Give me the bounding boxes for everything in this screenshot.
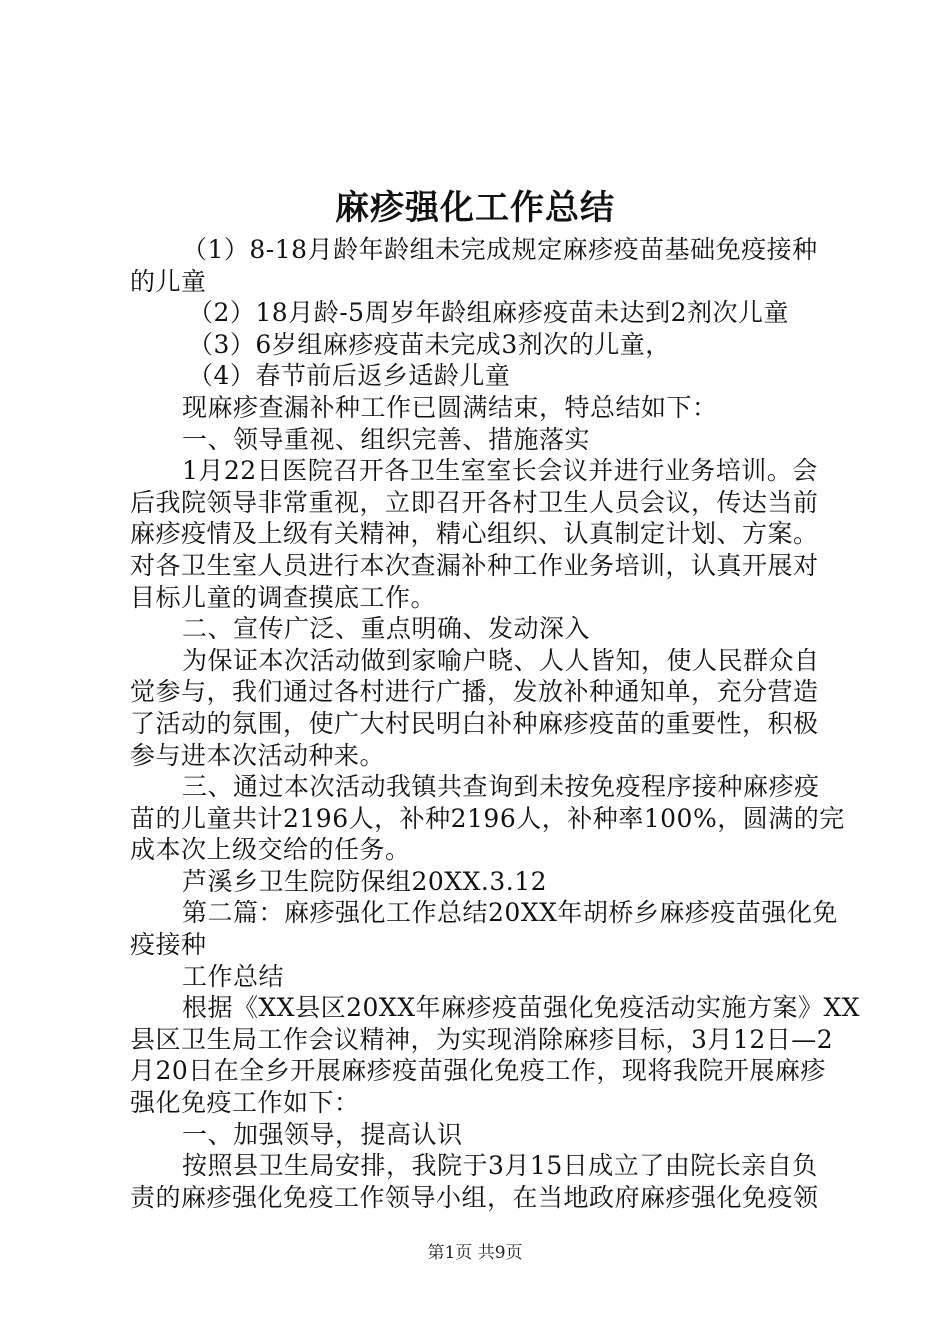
signature-line: 芦溪乡卫生院防保组20XX.3.12 (182, 866, 548, 896)
section-heading: 一、加强领导，提高认识 (182, 1119, 463, 1149)
paragraph-line: 责的麻疹强化免疫工作领导小组，在当地政府麻疹强化免疫领 (130, 1182, 819, 1212)
paragraph-line: 麻疹疫情及上级有关精神，精心组织、认真制定计划、方案。 (130, 519, 819, 549)
paragraph-line: 为保证本次活动做到家喻户晓、人人皆知，使人民群众自 (182, 645, 820, 675)
document-body (130, 234, 861, 1213)
paragraph-line: 目标儿童的调查摸底工作。 (130, 582, 437, 612)
paragraph-line: 强化免疫工作如下： (130, 1088, 360, 1118)
paragraph-line: 现麻疹查漏补种工作已圆满结束，特总结如下： (182, 392, 718, 422)
paragraph-line: （4）春节前后返乡适龄儿童 (188, 361, 511, 391)
section-heading: 二、宣传广泛、重点明确、发动深入 (182, 614, 591, 644)
paragraph-line: 对各卫生室人员进行本次查漏补种工作业务培训，认真开展对 (130, 550, 819, 580)
page-footer: 第1页 共9页 (427, 1243, 523, 1263)
paragraph-line: 月20日在全乡开展麻疹疫苗强化免疫工作，现将我院开展麻疹 (130, 1056, 826, 1086)
paragraph-line: 成本次上级交给的任务。 (130, 835, 411, 865)
document-title: 麻疹强化工作总结 (335, 188, 615, 228)
paragraph-line: 第二篇：麻疹强化工作总结20XX年胡桥乡麻疹疫苗强化免 (182, 898, 838, 928)
section-heading: 三、通过本次活动我镇共查询到未按免疫程序接种麻疹疫 (182, 772, 820, 802)
paragraph-line: 后我院领导非常重视，立即召开各村卫生人员会议，传达当前 (130, 487, 819, 517)
section-heading: 一、领导重视、组织完善、措施落实 (182, 424, 591, 454)
paragraph-line: 疫接种 (130, 930, 207, 960)
paragraph-line: （1）8-18月龄年龄组未完成规定麻疹疫苗基础免疫接种 (182, 235, 818, 264)
paragraph-line: （3）6岁组麻疹疫苗未完成3剂次的儿童， (188, 329, 671, 359)
paragraph-line: 了活动的氛围，使广大村民明白补种麻疹疫苗的重要性，积极 (130, 708, 819, 738)
paragraph-line: 苗的儿童共计2196人，补种2196人，补种率100%，圆满的完 (130, 803, 845, 833)
paragraph-line: 按照县卫生局安排，我院于3月15日成立了由院长亲自负 (182, 1151, 818, 1181)
paragraph-line: 根据《XX县区20XX年麻疹疫苗强化免疫活动实施方案》XX (182, 993, 861, 1023)
paragraph-line: 参与进本次活动种来。 (130, 740, 386, 770)
paragraph-line: （2）18月龄-5周岁年龄组麻疹疫苗未达到2剂次儿童 (188, 298, 789, 328)
subtitle-line: 工作总结 (182, 961, 285, 991)
paragraph-line: 的儿童 (130, 266, 207, 296)
paragraph-line: 觉参与，我们通过各村进行广播，发放补种通知单，充分营造 (130, 677, 819, 707)
paragraph-line: 县区卫生局工作会议精神，为实现消除麻疹目标，3月12日—2 (130, 1024, 834, 1054)
paragraph-line: 1月22日医院召开各卫生室室长会议并进行业务培训。会 (182, 456, 818, 486)
